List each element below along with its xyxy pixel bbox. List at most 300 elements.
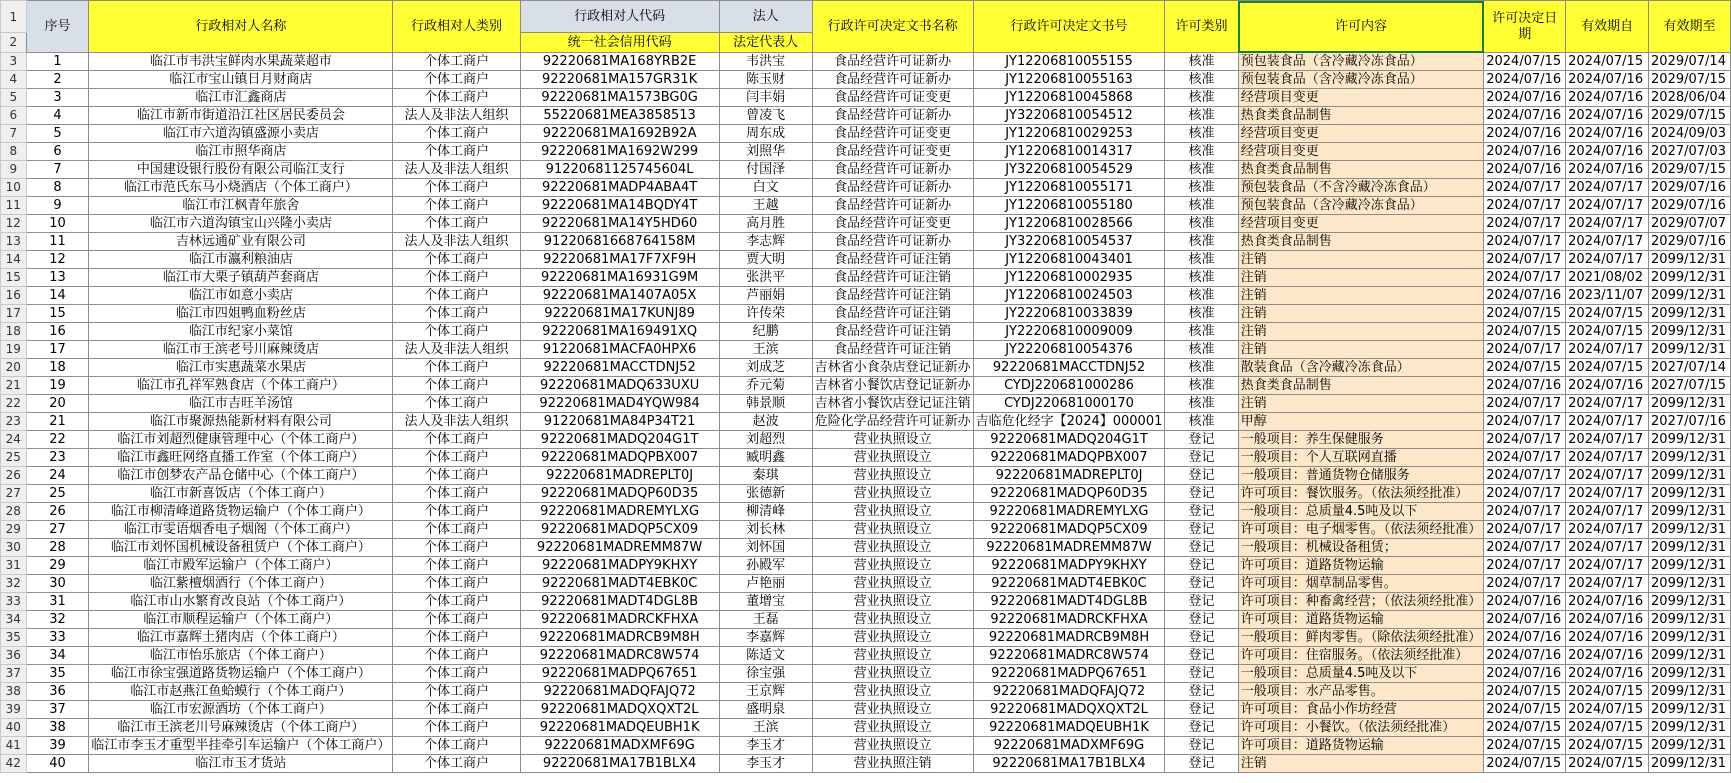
cell-decision-date[interactable]: 2024/07/17 (1484, 485, 1566, 503)
cell-valid-to[interactable]: 2029/07/07 (1649, 215, 1731, 233)
cell-valid-from[interactable]: 2024/07/17 (1566, 485, 1649, 503)
row-number[interactable]: 36 (1, 647, 27, 665)
cell-content[interactable]: 许可项目：种畜禽经营；（依法须经批准） (1238, 593, 1484, 611)
cell-code[interactable]: 92220681MADPQ67651 (520, 665, 719, 683)
cell-name[interactable]: 吉林远通矿业有限公司 (89, 233, 393, 251)
cell-category[interactable]: 个体工商户 (393, 575, 520, 593)
cell-valid-from[interactable]: 2024/07/16 (1566, 125, 1649, 143)
cell-decision-date[interactable]: 2024/07/16 (1484, 71, 1566, 89)
cell-code[interactable]: 92220681MA1692B92A (520, 125, 719, 143)
cell-code[interactable]: 92220681MA157GR31K (520, 71, 719, 89)
row-number[interactable]: 18 (1, 323, 27, 341)
cell-code[interactable]: 92220681MA17F7XF9H (520, 251, 719, 269)
cell-valid-from[interactable]: 2024/07/16 (1566, 665, 1649, 683)
cell-doc-name[interactable]: 食品经营许可证注销 (812, 341, 973, 359)
cell-code[interactable]: 92220681MA14BQDY4T (520, 197, 719, 215)
cell-license-type[interactable]: 登记 (1165, 431, 1238, 449)
cell-name[interactable]: 临江市王滨老川号麻辣烫店（个体工商户） (89, 719, 393, 737)
header-valid-from[interactable]: 有效期自 (1566, 1, 1649, 53)
cell-license-type[interactable]: 登记 (1165, 647, 1238, 665)
cell-legal[interactable]: 李志辉 (719, 233, 812, 251)
cell-doc-no[interactable]: JY32206810054512 (973, 107, 1165, 125)
cell-seq[interactable]: 36 (26, 683, 89, 701)
header-category[interactable]: 行政相对人类别 (393, 1, 520, 53)
cell-license-type[interactable]: 核准 (1165, 89, 1238, 107)
row-number[interactable]: 42 (1, 755, 27, 773)
cell-license-type[interactable]: 核准 (1165, 143, 1238, 161)
cell-category[interactable]: 个体工商户 (393, 719, 520, 737)
cell-content[interactable]: 一般项目：总质量4.5吨及以下 (1238, 665, 1484, 683)
cell-category[interactable]: 个体工商户 (393, 557, 520, 575)
cell-license-type[interactable]: 核准 (1165, 233, 1238, 251)
cell-content[interactable]: 注销 (1238, 287, 1484, 305)
cell-name[interactable]: 临江市四姐鸭血粉丝店 (89, 305, 393, 323)
cell-content[interactable]: 散装食品（含冷藏冷冻食品） (1238, 359, 1484, 377)
cell-category[interactable]: 个体工商户 (393, 89, 520, 107)
cell-legal[interactable]: 陈适文 (719, 647, 812, 665)
cell-doc-name[interactable]: 食品经营许可证注销 (812, 287, 973, 305)
cell-valid-from[interactable]: 2023/11/07 (1566, 287, 1649, 305)
cell-doc-no[interactable]: 92220681MADRCB9M8H (973, 629, 1165, 647)
cell-name[interactable]: 临江市顺程运输户（个体工商户） (89, 611, 393, 629)
cell-doc-no[interactable]: JY12206810014317 (973, 143, 1165, 161)
cell-license-type[interactable]: 核准 (1165, 323, 1238, 341)
cell-category[interactable]: 个体工商户 (393, 143, 520, 161)
cell-legal[interactable]: 王滨 (719, 719, 812, 737)
cell-valid-to[interactable]: 2099/12/31 (1649, 467, 1731, 485)
cell-code[interactable]: 92220681MADQXQXT2L (520, 701, 719, 719)
cell-valid-from[interactable]: 2024/07/17 (1566, 575, 1649, 593)
cell-valid-to[interactable]: 2099/12/31 (1649, 449, 1731, 467)
cell-license-type[interactable]: 核准 (1165, 341, 1238, 359)
cell-code[interactable]: 92220681MADREMM87W (520, 539, 719, 557)
cell-legal[interactable]: 孙殿军 (719, 557, 812, 575)
cell-doc-no[interactable]: JY12206810055163 (973, 71, 1165, 89)
cell-content[interactable]: 注销 (1238, 305, 1484, 323)
cell-doc-name[interactable]: 食品经营许可证变更 (812, 215, 973, 233)
cell-license-type[interactable]: 核准 (1165, 305, 1238, 323)
cell-valid-to[interactable]: 2027/07/03 (1649, 143, 1731, 161)
cell-name[interactable]: 临江市如意小卖店 (89, 287, 393, 305)
cell-content[interactable]: 注销 (1238, 269, 1484, 287)
cell-license-type[interactable]: 核准 (1165, 269, 1238, 287)
cell-content[interactable]: 许可项目：道路货物运输 (1238, 737, 1484, 755)
cell-valid-to[interactable]: 2099/12/31 (1649, 737, 1731, 755)
cell-decision-date[interactable]: 2024/07/17 (1484, 269, 1566, 287)
cell-doc-name[interactable]: 营业执照设立 (812, 683, 973, 701)
cell-valid-to[interactable]: 2028/06/04 (1649, 89, 1731, 107)
cell-seq[interactable]: 37 (26, 701, 89, 719)
cell-name[interactable]: 临江市汇鑫商店 (89, 89, 393, 107)
cell-doc-no[interactable]: JY12206810055180 (973, 197, 1165, 215)
cell-decision-date[interactable]: 2024/07/16 (1484, 125, 1566, 143)
cell-category[interactable]: 个体工商户 (393, 755, 520, 773)
cell-seq[interactable]: 38 (26, 719, 89, 737)
cell-valid-to[interactable]: 2099/12/31 (1649, 539, 1731, 557)
cell-decision-date[interactable]: 2024/07/15 (1484, 701, 1566, 719)
cell-decision-date[interactable]: 2024/07/17 (1484, 539, 1566, 557)
cell-content[interactable]: 许可项目：道路货物运输 (1238, 557, 1484, 575)
cell-name[interactable]: 临江市创梦农产品仓储中心（个体工商户） (89, 467, 393, 485)
cell-valid-to[interactable]: 2029/07/14 (1649, 53, 1731, 71)
cell-code[interactable]: 92220681MADQ204G1T (520, 431, 719, 449)
cell-valid-from[interactable]: 2024/07/16 (1566, 143, 1649, 161)
cell-valid-from[interactable]: 2024/07/15 (1566, 683, 1649, 701)
cell-valid-to[interactable]: 2099/12/31 (1649, 683, 1731, 701)
cell-decision-date[interactable]: 2024/07/17 (1484, 467, 1566, 485)
cell-doc-no[interactable]: JY22206810033839 (973, 305, 1165, 323)
cell-name[interactable]: 临江市柳清峰道路货物运输户（个体工商户） (89, 503, 393, 521)
cell-license-type[interactable]: 核准 (1165, 71, 1238, 89)
cell-category[interactable]: 法人及非法人组织 (393, 233, 520, 251)
cell-doc-name[interactable]: 营业执照设立 (812, 575, 973, 593)
cell-decision-date[interactable]: 2024/07/16 (1484, 107, 1566, 125)
cell-decision-date[interactable]: 2024/07/16 (1484, 647, 1566, 665)
cell-seq[interactable]: 27 (26, 521, 89, 539)
cell-category[interactable]: 个体工商户 (393, 611, 520, 629)
cell-content[interactable]: 热食类食品制售 (1238, 161, 1484, 179)
cell-decision-date[interactable]: 2024/07/17 (1484, 395, 1566, 413)
cell-valid-to[interactable]: 2099/12/31 (1649, 485, 1731, 503)
cell-license-type[interactable]: 登记 (1165, 539, 1238, 557)
cell-legal[interactable]: 许传荣 (719, 305, 812, 323)
cell-license-type[interactable]: 登记 (1165, 629, 1238, 647)
cell-category[interactable]: 个体工商户 (393, 215, 520, 233)
cell-decision-date[interactable]: 2024/07/17 (1484, 557, 1566, 575)
row-number[interactable]: 9 (1, 161, 27, 179)
cell-code[interactable]: 92220681MADQP60D35 (520, 485, 719, 503)
row-number[interactable]: 25 (1, 449, 27, 467)
cell-category[interactable]: 个体工商户 (393, 269, 520, 287)
cell-doc-name[interactable]: 营业执照设立 (812, 485, 973, 503)
cell-doc-name[interactable]: 营业执照设立 (812, 647, 973, 665)
cell-category[interactable]: 个体工商户 (393, 539, 520, 557)
row-number[interactable]: 24 (1, 431, 27, 449)
cell-doc-no[interactable]: 吉临危化经字【2024】000001 (973, 413, 1165, 431)
cell-legal[interactable]: 臧明鑫 (719, 449, 812, 467)
cell-code[interactable]: 92220681MADQPBX007 (520, 449, 719, 467)
cell-license-type[interactable]: 核准 (1165, 161, 1238, 179)
cell-name[interactable]: 临江市殿军运输户（个体工商户） (89, 557, 393, 575)
cell-content[interactable]: 预包装食品（含冷藏冷冻食品） (1238, 71, 1484, 89)
cell-doc-no[interactable]: 92220681MADPQ67651 (973, 665, 1165, 683)
row-number[interactable]: 22 (1, 395, 27, 413)
cell-license-type[interactable]: 核准 (1165, 395, 1238, 413)
cell-valid-from[interactable]: 2024/07/15 (1566, 701, 1649, 719)
cell-seq[interactable]: 33 (26, 629, 89, 647)
row-number[interactable]: 5 (1, 89, 27, 107)
cell-decision-date[interactable]: 2024/07/15 (1484, 755, 1566, 773)
cell-code[interactable]: 92220681MA169491XQ (520, 323, 719, 341)
cell-legal[interactable]: 柳清峰 (719, 503, 812, 521)
cell-category[interactable]: 个体工商户 (393, 197, 520, 215)
cell-legal[interactable]: 王京辉 (719, 683, 812, 701)
cell-doc-no[interactable]: 92220681MACCTDNJ52 (973, 359, 1165, 377)
cell-legal[interactable]: 陈玉财 (719, 71, 812, 89)
cell-name[interactable]: 临江市嘉辉土猪肉店（个体工商户） (89, 629, 393, 647)
cell-doc-no[interactable]: 92220681MADREMYLXG (973, 503, 1165, 521)
cell-seq[interactable]: 35 (26, 665, 89, 683)
row-number[interactable]: 38 (1, 683, 27, 701)
cell-doc-name[interactable]: 食品经营许可证新办 (812, 71, 973, 89)
cell-valid-to[interactable]: 2099/12/31 (1649, 611, 1731, 629)
cell-content[interactable]: 许可项目：道路货物运输 (1238, 611, 1484, 629)
cell-decision-date[interactable]: 2024/07/15 (1484, 719, 1566, 737)
cell-decision-date[interactable]: 2024/07/15 (1484, 53, 1566, 71)
cell-legal[interactable]: 贾大明 (719, 251, 812, 269)
cell-valid-to[interactable]: 2099/12/31 (1649, 431, 1731, 449)
cell-category[interactable]: 个体工商户 (393, 485, 520, 503)
cell-seq[interactable]: 40 (26, 755, 89, 773)
row-number[interactable]: 35 (1, 629, 27, 647)
cell-license-type[interactable]: 核准 (1165, 179, 1238, 197)
cell-license-type[interactable]: 登记 (1165, 467, 1238, 485)
cell-content[interactable]: 经营项目变更 (1238, 89, 1484, 107)
header-doc-name[interactable]: 行政许可决定文书名称 (812, 1, 973, 53)
cell-doc-no[interactable]: 92220681MADT4EBK0C (973, 575, 1165, 593)
cell-category[interactable]: 个体工商户 (393, 53, 520, 71)
cell-valid-to[interactable]: 2027/07/15 (1649, 377, 1731, 395)
cell-valid-to[interactable]: 2099/12/31 (1649, 251, 1731, 269)
cell-valid-to[interactable]: 2024/09/03 (1649, 125, 1731, 143)
cell-name[interactable]: 临江市实惠蔬菜水果店 (89, 359, 393, 377)
cell-category[interactable]: 个体工商户 (393, 431, 520, 449)
cell-category[interactable]: 个体工商户 (393, 683, 520, 701)
cell-legal[interactable]: 周东成 (719, 125, 812, 143)
cell-doc-name[interactable]: 营业执照设立 (812, 737, 973, 755)
cell-doc-no[interactable]: JY22206810054376 (973, 341, 1165, 359)
row-number[interactable]: 8 (1, 143, 27, 161)
cell-seq[interactable]: 34 (26, 647, 89, 665)
cell-decision-date[interactable]: 2024/07/15 (1484, 305, 1566, 323)
cell-valid-from[interactable]: 2024/07/17 (1566, 395, 1649, 413)
cell-code[interactable]: 92220681MADP4ABA4T (520, 179, 719, 197)
cell-code[interactable]: 92220681MADT4DGL8B (520, 593, 719, 611)
cell-valid-to[interactable]: 2099/12/31 (1649, 395, 1731, 413)
row-number[interactable]: 16 (1, 287, 27, 305)
cell-valid-to[interactable]: 2099/12/31 (1649, 647, 1731, 665)
cell-name[interactable]: 临江市宝山镇日月财商店 (89, 71, 393, 89)
cell-legal[interactable]: 李玉才 (719, 737, 812, 755)
cell-code[interactable]: 92220681MA168YRB2E (520, 53, 719, 71)
cell-doc-no[interactable]: 92220681MADPY9KHXY (973, 557, 1165, 575)
cell-content[interactable]: 许可项目：电子烟零售。（依法须经批准） (1238, 521, 1484, 539)
cell-seq[interactable]: 39 (26, 737, 89, 755)
header-code[interactable]: 行政相对人代码 (520, 1, 719, 33)
cell-doc-name[interactable]: 食品经营许可证注销 (812, 305, 973, 323)
cell-doc-no[interactable]: 92220681MADQFAJQ72 (973, 683, 1165, 701)
cell-decision-date[interactable]: 2024/07/17 (1484, 179, 1566, 197)
cell-category[interactable]: 个体工商户 (393, 521, 520, 539)
row-number[interactable]: 31 (1, 557, 27, 575)
cell-decision-date[interactable]: 2024/07/17 (1484, 449, 1566, 467)
cell-name[interactable]: 临江市王滨老号川麻辣烫店 (89, 341, 393, 359)
cell-license-type[interactable]: 登记 (1165, 755, 1238, 773)
cell-seq[interactable]: 12 (26, 251, 89, 269)
cell-doc-name[interactable]: 食品经营许可证新办 (812, 107, 973, 125)
row-number[interactable]: 21 (1, 377, 27, 395)
cell-name[interactable]: 临江市六道沟镇宝山兴隆小卖店 (89, 215, 393, 233)
cell-decision-date[interactable]: 2024/07/16 (1484, 161, 1566, 179)
cell-seq[interactable]: 4 (26, 107, 89, 125)
cell-seq[interactable]: 17 (26, 341, 89, 359)
cell-seq[interactable]: 25 (26, 485, 89, 503)
cell-seq[interactable]: 19 (26, 377, 89, 395)
cell-seq[interactable]: 15 (26, 305, 89, 323)
cell-doc-no[interactable]: 92220681MADQ204G1T (973, 431, 1165, 449)
row-number[interactable]: 41 (1, 737, 27, 755)
cell-legal[interactable]: 乔元菊 (719, 377, 812, 395)
cell-license-type[interactable]: 核准 (1165, 107, 1238, 125)
cell-doc-name[interactable]: 营业执照设立 (812, 449, 973, 467)
cell-code[interactable]: 92220681MADRC8W574 (520, 647, 719, 665)
cell-content[interactable]: 一般项目：普通货物仓储服务 (1238, 467, 1484, 485)
cell-code[interactable]: 92220681MADQ633UXU (520, 377, 719, 395)
row-number[interactable]: 20 (1, 359, 27, 377)
cell-decision-date[interactable]: 2024/07/16 (1484, 665, 1566, 683)
cell-content[interactable]: 一般项目：个人互联网直播 (1238, 449, 1484, 467)
cell-license-type[interactable]: 登记 (1165, 611, 1238, 629)
cell-decision-date[interactable]: 2024/07/16 (1484, 287, 1566, 305)
cell-valid-from[interactable]: 2024/07/17 (1566, 539, 1649, 557)
cell-seq[interactable]: 14 (26, 287, 89, 305)
cell-content[interactable]: 注销 (1238, 323, 1484, 341)
cell-legal[interactable]: 付国泽 (719, 161, 812, 179)
cell-valid-from[interactable]: 2024/07/17 (1566, 503, 1649, 521)
cell-legal[interactable]: 刘超烈 (719, 431, 812, 449)
cell-valid-to[interactable]: 2099/12/31 (1649, 701, 1731, 719)
cell-doc-name[interactable]: 危险化学品经营许可证新办 (812, 413, 973, 431)
cell-decision-date[interactable]: 2024/07/15 (1484, 359, 1566, 377)
cell-category[interactable]: 个体工商户 (393, 125, 520, 143)
header-valid-to[interactable]: 有效期至 (1649, 1, 1731, 53)
cell-valid-from[interactable]: 2024/07/16 (1566, 593, 1649, 611)
cell-doc-no[interactable]: 92220681MADRCKFHXA (973, 611, 1165, 629)
cell-valid-to[interactable]: 2029/07/15 (1649, 71, 1731, 89)
cell-name[interactable]: 临江市吉旺羊汤馆 (89, 395, 393, 413)
cell-content[interactable]: 许可项目：餐饮服务。（依法须经批准） (1238, 485, 1484, 503)
cell-doc-name[interactable]: 营业执照设立 (812, 665, 973, 683)
cell-category[interactable]: 法人及非法人组织 (393, 107, 520, 125)
cell-name[interactable]: 临江市徐宝强道路货物运输户（个体工商户） (89, 665, 393, 683)
cell-decision-date[interactable]: 2024/07/17 (1484, 503, 1566, 521)
row-number[interactable]: 32 (1, 575, 27, 593)
cell-decision-date[interactable]: 2024/07/17 (1484, 413, 1566, 431)
cell-content[interactable]: 一般项目：总质量4.5吨及以下 (1238, 503, 1484, 521)
cell-code[interactable]: 91220681MACFA0HPX6 (520, 341, 719, 359)
cell-category[interactable]: 个体工商户 (393, 467, 520, 485)
cell-name[interactable]: 临江市新市街道沿江社区居民委员会 (89, 107, 393, 125)
cell-name[interactable]: 临江市宏源酒坊（个体工商户） (89, 701, 393, 719)
header-legal-sub[interactable]: 法定代表人 (719, 33, 812, 53)
cell-seq[interactable]: 26 (26, 503, 89, 521)
cell-valid-to[interactable]: 2099/12/31 (1649, 755, 1731, 773)
cell-valid-from[interactable]: 2024/07/16 (1566, 89, 1649, 107)
cell-content[interactable]: 甲醇 (1238, 413, 1484, 431)
cell-doc-no[interactable]: 92220681MADQP60D35 (973, 485, 1165, 503)
cell-doc-no[interactable]: JY32206810054529 (973, 161, 1165, 179)
cell-code[interactable]: 92220681MADT4EBK0C (520, 575, 719, 593)
cell-decision-date[interactable]: 2024/07/16 (1484, 593, 1566, 611)
cell-code[interactable]: 92220681MA17B1BLX4 (520, 755, 719, 773)
cell-seq[interactable]: 23 (26, 449, 89, 467)
cell-name[interactable]: 临江市聚源热能新材料有限公司 (89, 413, 393, 431)
cell-seq[interactable]: 7 (26, 161, 89, 179)
cell-legal[interactable]: 王磊 (719, 611, 812, 629)
cell-legal[interactable]: 芦丽娟 (719, 287, 812, 305)
cell-license-type[interactable]: 登记 (1165, 503, 1238, 521)
cell-category[interactable]: 个体工商户 (393, 305, 520, 323)
cell-license-type[interactable]: 登记 (1165, 593, 1238, 611)
cell-doc-name[interactable]: 营业执照设立 (812, 521, 973, 539)
cell-content[interactable]: 许可项目：食品小作坊经营 (1238, 701, 1484, 719)
cell-license-type[interactable]: 登记 (1165, 719, 1238, 737)
cell-doc-no[interactable]: 92220681MADQP5CX09 (973, 521, 1165, 539)
cell-decision-date[interactable]: 2024/07/15 (1484, 323, 1566, 341)
cell-content[interactable]: 热食类食品制售 (1238, 107, 1484, 125)
cell-code[interactable]: 92220681MA17KUNJ89 (520, 305, 719, 323)
cell-name[interactable]: 临江市江枫青年旅舍 (89, 197, 393, 215)
cell-valid-to[interactable]: 2099/12/31 (1649, 503, 1731, 521)
cell-category[interactable]: 个体工商户 (393, 647, 520, 665)
cell-doc-name[interactable]: 食品经营许可证变更 (812, 89, 973, 107)
cell-category[interactable]: 个体工商户 (393, 179, 520, 197)
cell-valid-from[interactable]: 2024/07/15 (1566, 755, 1649, 773)
cell-valid-to[interactable]: 2099/12/31 (1649, 593, 1731, 611)
row-number[interactable]: 27 (1, 485, 27, 503)
cell-doc-no[interactable]: 92220681MADREMM87W (973, 539, 1165, 557)
row-number[interactable]: 30 (1, 539, 27, 557)
cell-category[interactable]: 法人及非法人组织 (393, 341, 520, 359)
cell-content[interactable]: 预包装食品（含冷藏冷冻食品） (1238, 53, 1484, 71)
row-number[interactable]: 40 (1, 719, 27, 737)
cell-legal[interactable]: 卢艳丽 (719, 575, 812, 593)
cell-doc-no[interactable]: JY12206810029253 (973, 125, 1165, 143)
cell-doc-no[interactable]: JY12206810055155 (973, 53, 1165, 71)
row-number[interactable]: 28 (1, 503, 27, 521)
cell-name[interactable]: 临江市瀛利粮油店 (89, 251, 393, 269)
cell-valid-from[interactable]: 2024/07/17 (1566, 521, 1649, 539)
cell-decision-date[interactable]: 2024/07/15 (1484, 737, 1566, 755)
cell-seq[interactable]: 1 (26, 53, 89, 71)
row-number[interactable]: 3 (1, 53, 27, 71)
cell-decision-date[interactable]: 2024/07/16 (1484, 611, 1566, 629)
cell-valid-to[interactable]: 2099/12/31 (1649, 557, 1731, 575)
cell-legal[interactable]: 张洪平 (719, 269, 812, 287)
cell-legal[interactable]: 韩景顺 (719, 395, 812, 413)
cell-code[interactable]: 92220681MA1407A05X (520, 287, 719, 305)
cell-valid-from[interactable]: 2024/07/17 (1566, 431, 1649, 449)
cell-seq[interactable]: 28 (26, 539, 89, 557)
cell-content[interactable]: 预包装食品（不含冷藏冷冻食品） (1238, 179, 1484, 197)
cell-name[interactable]: 临江市刘超烈健康管理中心（个体工商户） (89, 431, 393, 449)
cell-valid-to[interactable]: 2099/12/31 (1649, 629, 1731, 647)
header-license-type[interactable]: 许可类别 (1165, 1, 1238, 53)
cell-license-type[interactable]: 登记 (1165, 683, 1238, 701)
cell-content[interactable]: 一般项目：养生保健服务 (1238, 431, 1484, 449)
cell-valid-to[interactable]: 2099/12/31 (1649, 665, 1731, 683)
cell-decision-date[interactable]: 2024/07/16 (1484, 143, 1566, 161)
cell-seq[interactable]: 29 (26, 557, 89, 575)
cell-code[interactable]: 92220681MADQP5CX09 (520, 521, 719, 539)
cell-category[interactable]: 法人及非法人组织 (393, 413, 520, 431)
cell-legal[interactable]: 赵波 (719, 413, 812, 431)
cell-category[interactable]: 个体工商户 (393, 323, 520, 341)
cell-valid-from[interactable]: 2024/07/17 (1566, 467, 1649, 485)
row-number[interactable]: 26 (1, 467, 27, 485)
cell-valid-from[interactable]: 2024/07/17 (1566, 233, 1649, 251)
cell-category[interactable]: 个体工商户 (393, 449, 520, 467)
